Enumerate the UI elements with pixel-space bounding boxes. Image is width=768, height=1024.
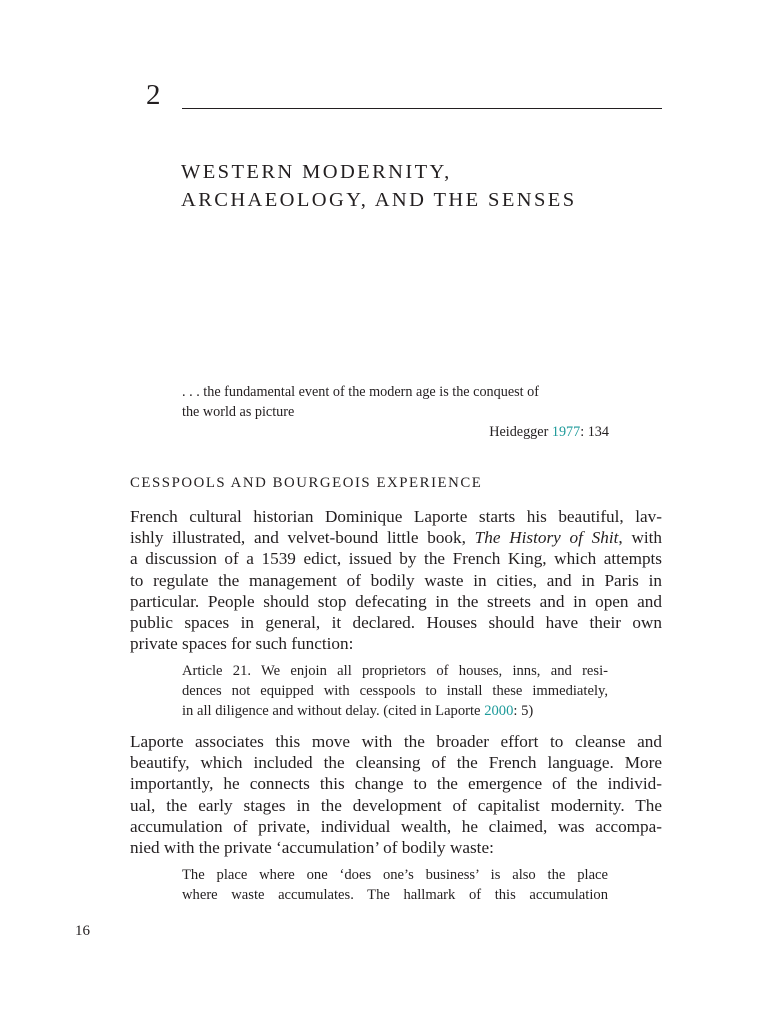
epigraph [182, 382, 612, 422]
epigraph-citation-link[interactable]: 1977 [551, 424, 581, 440]
epigraph-page: : 134 [580, 424, 609, 440]
page-number: 16 [75, 923, 90, 939]
paragraph-1-line-2: ishly illustrated, and velvet-bound little book, The History of Shit, with [130, 528, 662, 548]
paragraph-1-line-4: to regulate the management of bodily waste in cities, and in Paris in [130, 570, 662, 590]
section-heading: CESSPOOLS AND BOURGEOIS EXPERIENCE [130, 475, 483, 491]
chapter-number: 2 [146, 79, 161, 111]
book-title: The History of Shit [474, 528, 619, 548]
body-paragraph-1 [130, 506, 662, 654]
paragraph-2-line: ual, the early stages in the development of capitalist modernity. The [130, 795, 662, 815]
paragraph-2-line: nied with the private ‘accumulation’ of bodily waste: [130, 838, 494, 858]
epigraph-line-1: . . . the fundamental event of the modern age is the conquest of [182, 384, 539, 400]
chapter-title-line-1: WESTERN MODERNITY, [181, 161, 452, 183]
quote-2-line: The place where one ‘does one’s business’ is also the place [182, 867, 608, 883]
quote-2-line: where waste accumulates. The hallmark of this accumulation [182, 887, 608, 903]
paragraph-2-line: accumulation of private, individual wealth, he claimed, was accompa- [130, 816, 662, 836]
chapter-title-line-2: ARCHAEOLOGY, AND THE SENSES [181, 189, 577, 211]
paragraph-1-line-5: particular. People should stop defecating in the streets and in open and [130, 591, 662, 611]
paragraph-2-line: importantly, he connects this change to the emergence of the individ- [130, 774, 662, 794]
epigraph-line-2: the world as picture [182, 404, 295, 420]
block-quote-2 [182, 865, 608, 905]
epigraph-attribution [182, 422, 609, 442]
paragraph-1-line-6: public spaces in general, it declared. Houses should have their own [130, 613, 662, 633]
paragraph-1-line-3: a discussion of a 1539 edict, issued by the French King, which attempts [130, 549, 662, 569]
quote-1-line-1: Article 21. We enjoin all proprietors of houses, inns, and resi- [182, 663, 608, 679]
chapter-rule [182, 108, 662, 109]
quote-1-line-3: in all diligence and without delay. (cited in Laporte 2000: 5) [182, 703, 534, 719]
block-quote-1 [182, 661, 608, 721]
paragraph-1-line-7: private spaces for such function: [130, 634, 354, 654]
paragraph-2-line: Laporte associates this move with the broader effort to cleanse and [130, 732, 662, 751]
quote-1-line-2: dences not equipped with cesspools to install these immediately, [182, 683, 608, 699]
body-paragraph-2 [130, 731, 662, 858]
epigraph-author: Heidegger [489, 424, 549, 440]
chapter-title [181, 158, 577, 214]
paragraph-1-line-1: French cultural historian Dominique Laporte starts his beautiful, lav- [130, 507, 662, 526]
paragraph-2-line: beautify, which included the cleansing of the French language. More [130, 753, 662, 773]
quote-citation-link[interactable]: 2000 [484, 703, 514, 719]
